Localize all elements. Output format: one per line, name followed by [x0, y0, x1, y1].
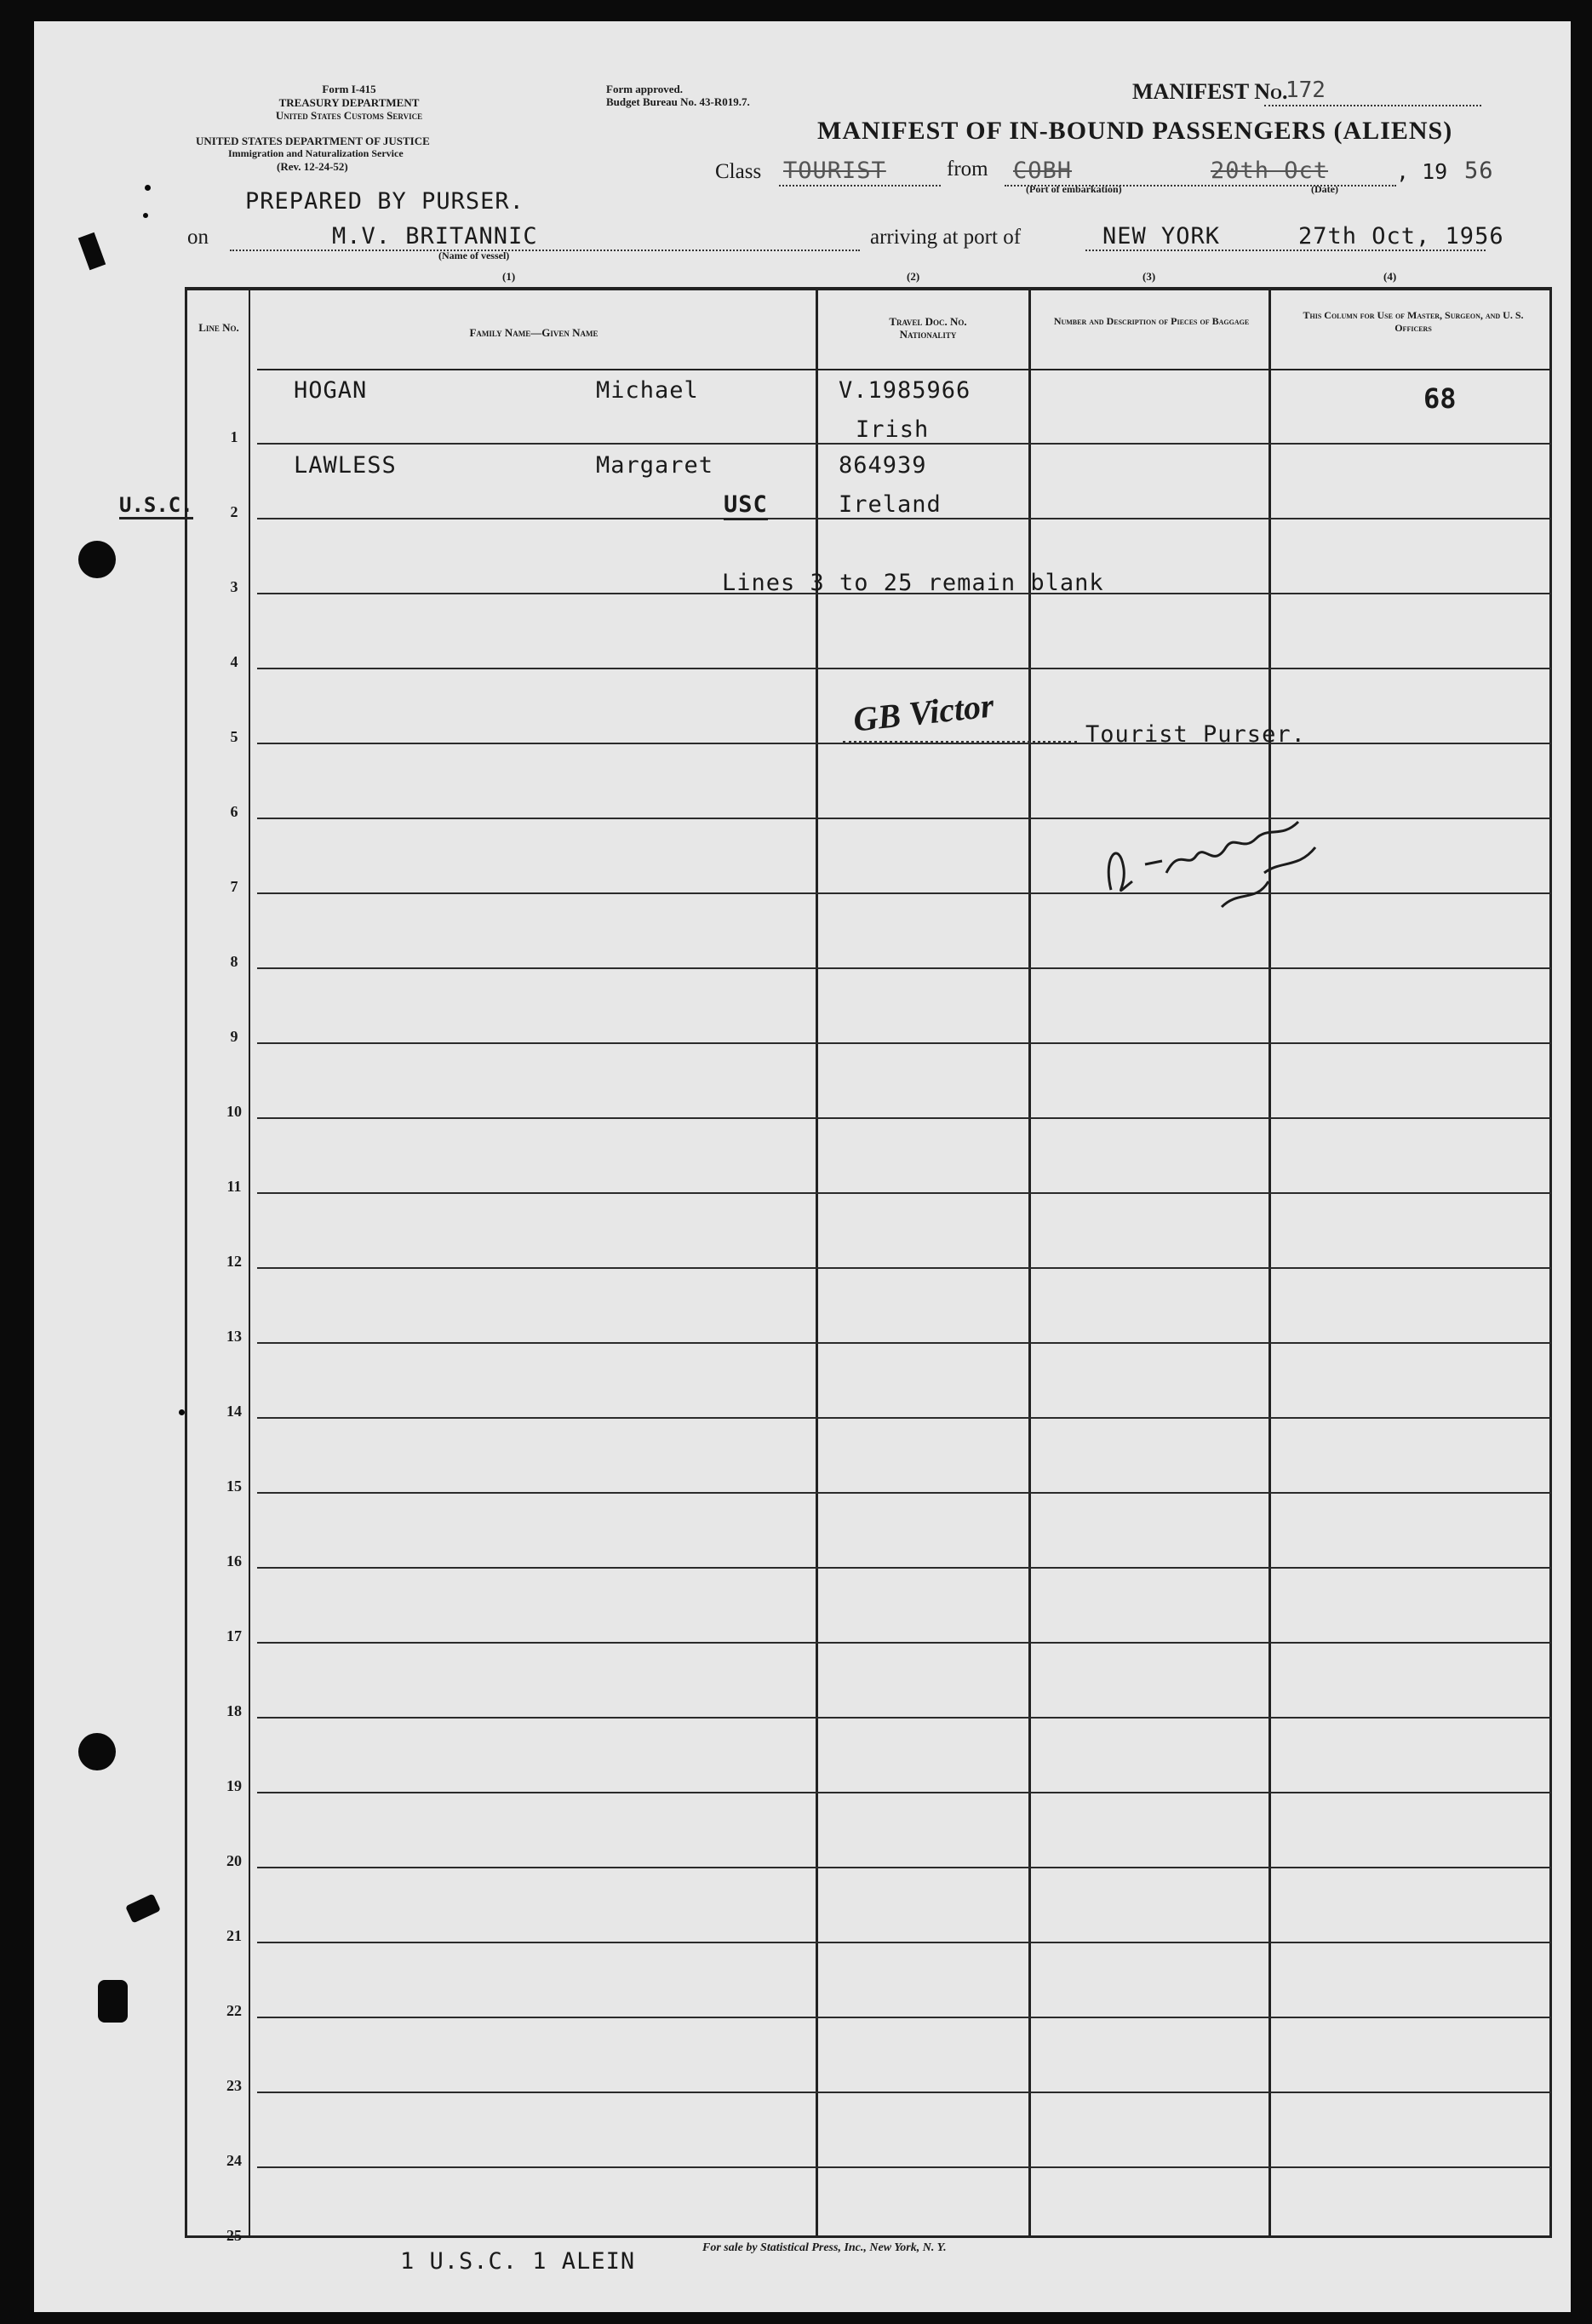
ink-mark: [125, 1893, 161, 1923]
line-number: 12: [226, 1253, 242, 1270]
row-line: [257, 1717, 1551, 1719]
revision-date: (Rev. 12-24-52): [277, 160, 348, 173]
row-line: [257, 443, 1551, 445]
col-marker-4: (4): [1383, 270, 1397, 283]
column-header-officers: This Column for Use of Master, Surgeon, and U. S. Officers: [1303, 309, 1524, 334]
col-marker-3: (3): [1142, 270, 1156, 283]
column-header-name: Family Name—Given Name: [469, 326, 598, 339]
row-line: [257, 1042, 1551, 1044]
line-number: 5: [230, 728, 238, 745]
row-line: [257, 1867, 1551, 1868]
row-line: [257, 2017, 1551, 2018]
line-number: 24: [226, 2152, 242, 2169]
passenger-2-travel-doc: 864939: [839, 452, 927, 479]
purser-title: Tourist Purser.: [1085, 721, 1306, 748]
column-header-line-no: Line No.: [198, 321, 239, 334]
line-number: 16: [226, 1552, 242, 1569]
on-label: on: [187, 226, 209, 249]
line-number: 18: [226, 1702, 242, 1719]
row-line: [257, 1642, 1551, 1644]
row-line: [257, 2166, 1551, 2168]
department-of-justice: UNITED STATES DEPARTMENT OF JUSTICE: [196, 135, 430, 147]
form-number: Form I-415: [322, 83, 376, 95]
printer-credit: For sale by Statistical Press, Inc., New York, N. Y.: [702, 2241, 947, 2254]
manifest-title: MANIFEST OF IN-BOUND PASSENGERS (ALIENS): [817, 117, 1453, 145]
line-number: 23: [226, 2077, 242, 2094]
port-of-embarkation: COBH: [1013, 158, 1073, 184]
row-line: [257, 518, 1551, 519]
immigration-service: Immigration and Naturalization Service: [228, 147, 404, 159]
passenger-2-nationality: Ireland: [839, 491, 942, 518]
row-line: [257, 1792, 1551, 1793]
line-number: 13: [226, 1328, 242, 1345]
row-line: [257, 1567, 1551, 1569]
from-label: from: [947, 158, 988, 181]
year-prefix: , 19: [1396, 159, 1448, 184]
row-line: [257, 2092, 1551, 2093]
prepared-by: PREPARED BY PURSER.: [245, 188, 524, 215]
line-number: 1: [230, 428, 238, 445]
form-approved: Form approved.: [606, 83, 684, 95]
row-line: [257, 1192, 1551, 1194]
vessel-name: M.V. BRITANNIC: [332, 223, 538, 250]
table-bottom-border: [185, 2235, 1552, 2238]
ink-dot: [145, 185, 151, 191]
table-left-border: [185, 287, 187, 2237]
port-caption: (Port of embarkation): [1026, 183, 1122, 195]
passenger-1-given-name: Michael: [596, 377, 699, 404]
row-line: [257, 1267, 1551, 1269]
header-bottom-rule: [257, 369, 1551, 370]
passenger-2-family-name: LAWLESS: [294, 452, 397, 479]
line-number: 21: [226, 1927, 242, 1944]
passenger-1-family-name: HOGAN: [294, 377, 368, 404]
class-rule: [779, 185, 941, 186]
manifest-number: 172: [1286, 77, 1326, 103]
from-rule: [1005, 185, 1396, 186]
line-number: 6: [230, 803, 238, 820]
col-marker-2: (2): [907, 270, 920, 283]
margin-usc-note: U.S.C.: [119, 493, 193, 519]
line-number: 11: [226, 1178, 242, 1195]
punch-hole: [78, 541, 116, 578]
ink-dot: [143, 213, 148, 218]
row-line: [257, 1942, 1551, 1943]
punch-hole: [78, 1733, 116, 1770]
ink-dot: [179, 1409, 185, 1415]
ink-mark: [78, 232, 106, 270]
line-number: 10: [226, 1103, 242, 1120]
passenger-1-travel-doc: V.1985966: [839, 377, 971, 404]
row-line: [257, 1117, 1551, 1119]
row-line: [257, 1417, 1551, 1419]
ink-mark: [98, 1980, 128, 2023]
col-marker-1: (1): [502, 270, 516, 283]
line-number: 20: [226, 1852, 242, 1869]
column-header-baggage: Number and Description of Pieces of Baggage: [1053, 315, 1250, 327]
manifest-page: [34, 21, 1571, 2312]
arrival-rule: [1085, 250, 1486, 251]
line-number: 14: [226, 1403, 242, 1420]
line-number: 4: [230, 653, 238, 670]
customs-service: United States Customs Service: [275, 109, 423, 122]
line-number: 25: [226, 2227, 242, 2244]
line-number: 15: [226, 1478, 242, 1495]
line-number: 7: [230, 878, 238, 895]
row-line: [257, 967, 1551, 969]
manifest-number-rule: [1264, 105, 1481, 106]
passenger-1-nationality: Irish: [856, 416, 930, 443]
inspector-scribble: [1085, 788, 1366, 924]
date-caption: (Date): [1311, 183, 1338, 195]
arriving-label: arriving at port of: [870, 226, 1022, 249]
passenger-2-status: USC: [724, 491, 768, 520]
signature-rule: [843, 741, 1077, 743]
row-line: [257, 1342, 1551, 1344]
footer-summary: 1 U.S.C. 1 ALEIN: [400, 2248, 636, 2275]
arrival-port: NEW YORK: [1102, 223, 1221, 250]
line-number: 19: [226, 1777, 242, 1794]
class-label: Class: [715, 160, 762, 183]
table-right-border: [1549, 287, 1552, 2237]
manifest-number-label: MANIFEST No.: [1132, 79, 1288, 104]
passenger-1-officer-note: 68: [1423, 382, 1457, 415]
year-value: 56: [1464, 158, 1494, 184]
treasury-department: TREASURY DEPARTMENT: [278, 96, 420, 109]
passenger-2-given-name: Margaret: [596, 452, 714, 479]
line-number: 17: [226, 1627, 242, 1644]
purser-signature: GB Victor: [851, 686, 996, 739]
column-header-travel-doc: Travel Doc. No. Nationality: [889, 315, 967, 341]
line-number: 9: [230, 1028, 238, 1045]
baggage-column-divider: [1268, 287, 1271, 2237]
row-line: [257, 1492, 1551, 1494]
line-number: 2: [230, 503, 238, 520]
row-line: [257, 668, 1551, 669]
budget-bureau-number: Budget Bureau No. 43-R019.7.: [606, 95, 750, 108]
line-number: 22: [226, 2002, 242, 2019]
embarkation-date: 20th Oct: [1211, 158, 1329, 184]
vessel-caption: (Name of vessel): [438, 250, 510, 261]
vessel-rule: [230, 250, 860, 251]
line-number: 8: [230, 953, 238, 970]
class-value: TOURIST: [783, 158, 886, 184]
table-top-border: [185, 287, 1551, 290]
line-number: 3: [230, 578, 238, 595]
blank-lines-note: Lines 3 to 25 remain blank: [722, 570, 1104, 596]
arrival-date: 27th Oct, 1956: [1298, 223, 1504, 250]
